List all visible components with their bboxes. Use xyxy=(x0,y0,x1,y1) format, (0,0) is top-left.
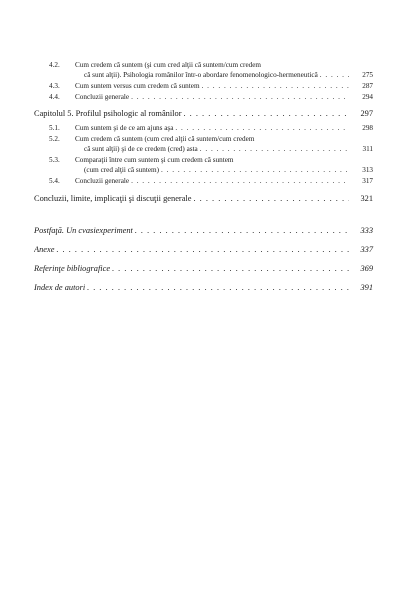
toc-anexe[interactable] xyxy=(0,244,409,256)
toc-entry-title-continued: că sunt alţii) şi de ce credem (cred) asta xyxy=(84,145,198,153)
toc-page-number: 337 xyxy=(360,245,373,254)
toc-conclusions[interactable] xyxy=(0,193,409,205)
leader-dots xyxy=(320,70,349,80)
toc-entry-4-3[interactable] xyxy=(0,81,409,91)
toc-entry-number: 4.2. xyxy=(49,61,60,69)
toc-entry-4-4[interactable] xyxy=(0,92,409,102)
toc-chapter-title: Capitolul 5. Profilul psihologic al românilor xyxy=(34,109,182,118)
toc-page-number: 317 xyxy=(362,177,373,185)
leader-dots xyxy=(112,263,349,275)
toc-entry-title: Concluzii generale xyxy=(75,93,130,101)
leader-dots xyxy=(56,244,349,256)
toc-page-number: 287 xyxy=(362,82,373,90)
toc-entry-number: 5.2. xyxy=(49,135,60,143)
toc-entry-5-3[interactable] xyxy=(0,155,409,175)
leader-dots xyxy=(193,193,349,205)
toc-entry-title: Comparaţii între cum suntem şi cum credem că suntem xyxy=(75,156,234,164)
toc-page-number: 294 xyxy=(362,93,373,101)
leader-dots xyxy=(87,282,349,294)
toc-page-number: 297 xyxy=(360,109,373,118)
toc-page-number: 321 xyxy=(360,194,373,203)
toc-page-number: 369 xyxy=(360,264,373,273)
toc-entry-number: 5.3. xyxy=(49,156,60,164)
toc-page-number: 311 xyxy=(362,145,373,153)
leader-dots xyxy=(183,108,349,120)
toc-section-title: Index de autori xyxy=(34,283,86,292)
leader-dots xyxy=(200,144,349,154)
toc-section-title: Concluzii, limite, implicaţii şi discuţii generale xyxy=(34,194,192,203)
toc-chapter-5[interactable] xyxy=(0,108,409,120)
toc-page-number: 333 xyxy=(360,226,373,235)
toc-entry-number: 5.4. xyxy=(49,177,60,185)
toc-entry-title: Concluzii generale xyxy=(75,177,130,185)
toc-page-number: 313 xyxy=(362,166,373,174)
leader-dots xyxy=(161,165,349,175)
toc-entry-title-continued: că sunt alţii). Psihologia românilor într-o abordare fenomenologico-hermeneutică xyxy=(84,71,318,79)
leader-dots xyxy=(135,225,349,237)
toc-section-title: Referinţe bibliografice xyxy=(34,264,111,273)
toc-entry-title: Cum suntem versus cum credem că suntem xyxy=(75,82,200,90)
toc-index[interactable] xyxy=(0,282,409,294)
toc-page-number: 298 xyxy=(362,124,373,132)
toc-entry-title-continued: (cum cred alţii că suntem) xyxy=(84,166,160,174)
toc-referinte[interactable] xyxy=(0,263,409,275)
toc-entry-5-4[interactable] xyxy=(0,176,409,186)
toc-entry-title: Cum credem că suntem (cum cred alţii că suntem/cum credem xyxy=(75,135,255,143)
toc-entry-5-1[interactable] xyxy=(0,123,409,133)
toc-entry-number: 4.3. xyxy=(49,82,60,90)
toc-entry-4-2[interactable] xyxy=(0,60,409,80)
toc-entry-number: 4.4. xyxy=(49,93,60,101)
toc-section-title: Postfaţă. Un cvasiexperiment xyxy=(34,226,133,235)
toc-entry-number: 5.1. xyxy=(49,124,60,132)
toc-section-title: Anexe xyxy=(34,245,55,254)
toc-page-number: 275 xyxy=(362,71,373,79)
leader-dots xyxy=(202,81,349,91)
toc-page-number: 391 xyxy=(360,283,373,292)
leader-dots xyxy=(175,123,349,133)
toc-postfata[interactable] xyxy=(0,225,409,237)
toc-entry-title: Cum credem că suntem (şi cum cred alţii că suntem/cum credem xyxy=(75,61,262,69)
leader-dots xyxy=(131,176,349,186)
toc-entry-title: Cum suntem şi de ce am ajuns aşa xyxy=(75,124,174,132)
toc-entry-5-2[interactable] xyxy=(0,134,409,154)
leader-dots xyxy=(131,92,349,102)
